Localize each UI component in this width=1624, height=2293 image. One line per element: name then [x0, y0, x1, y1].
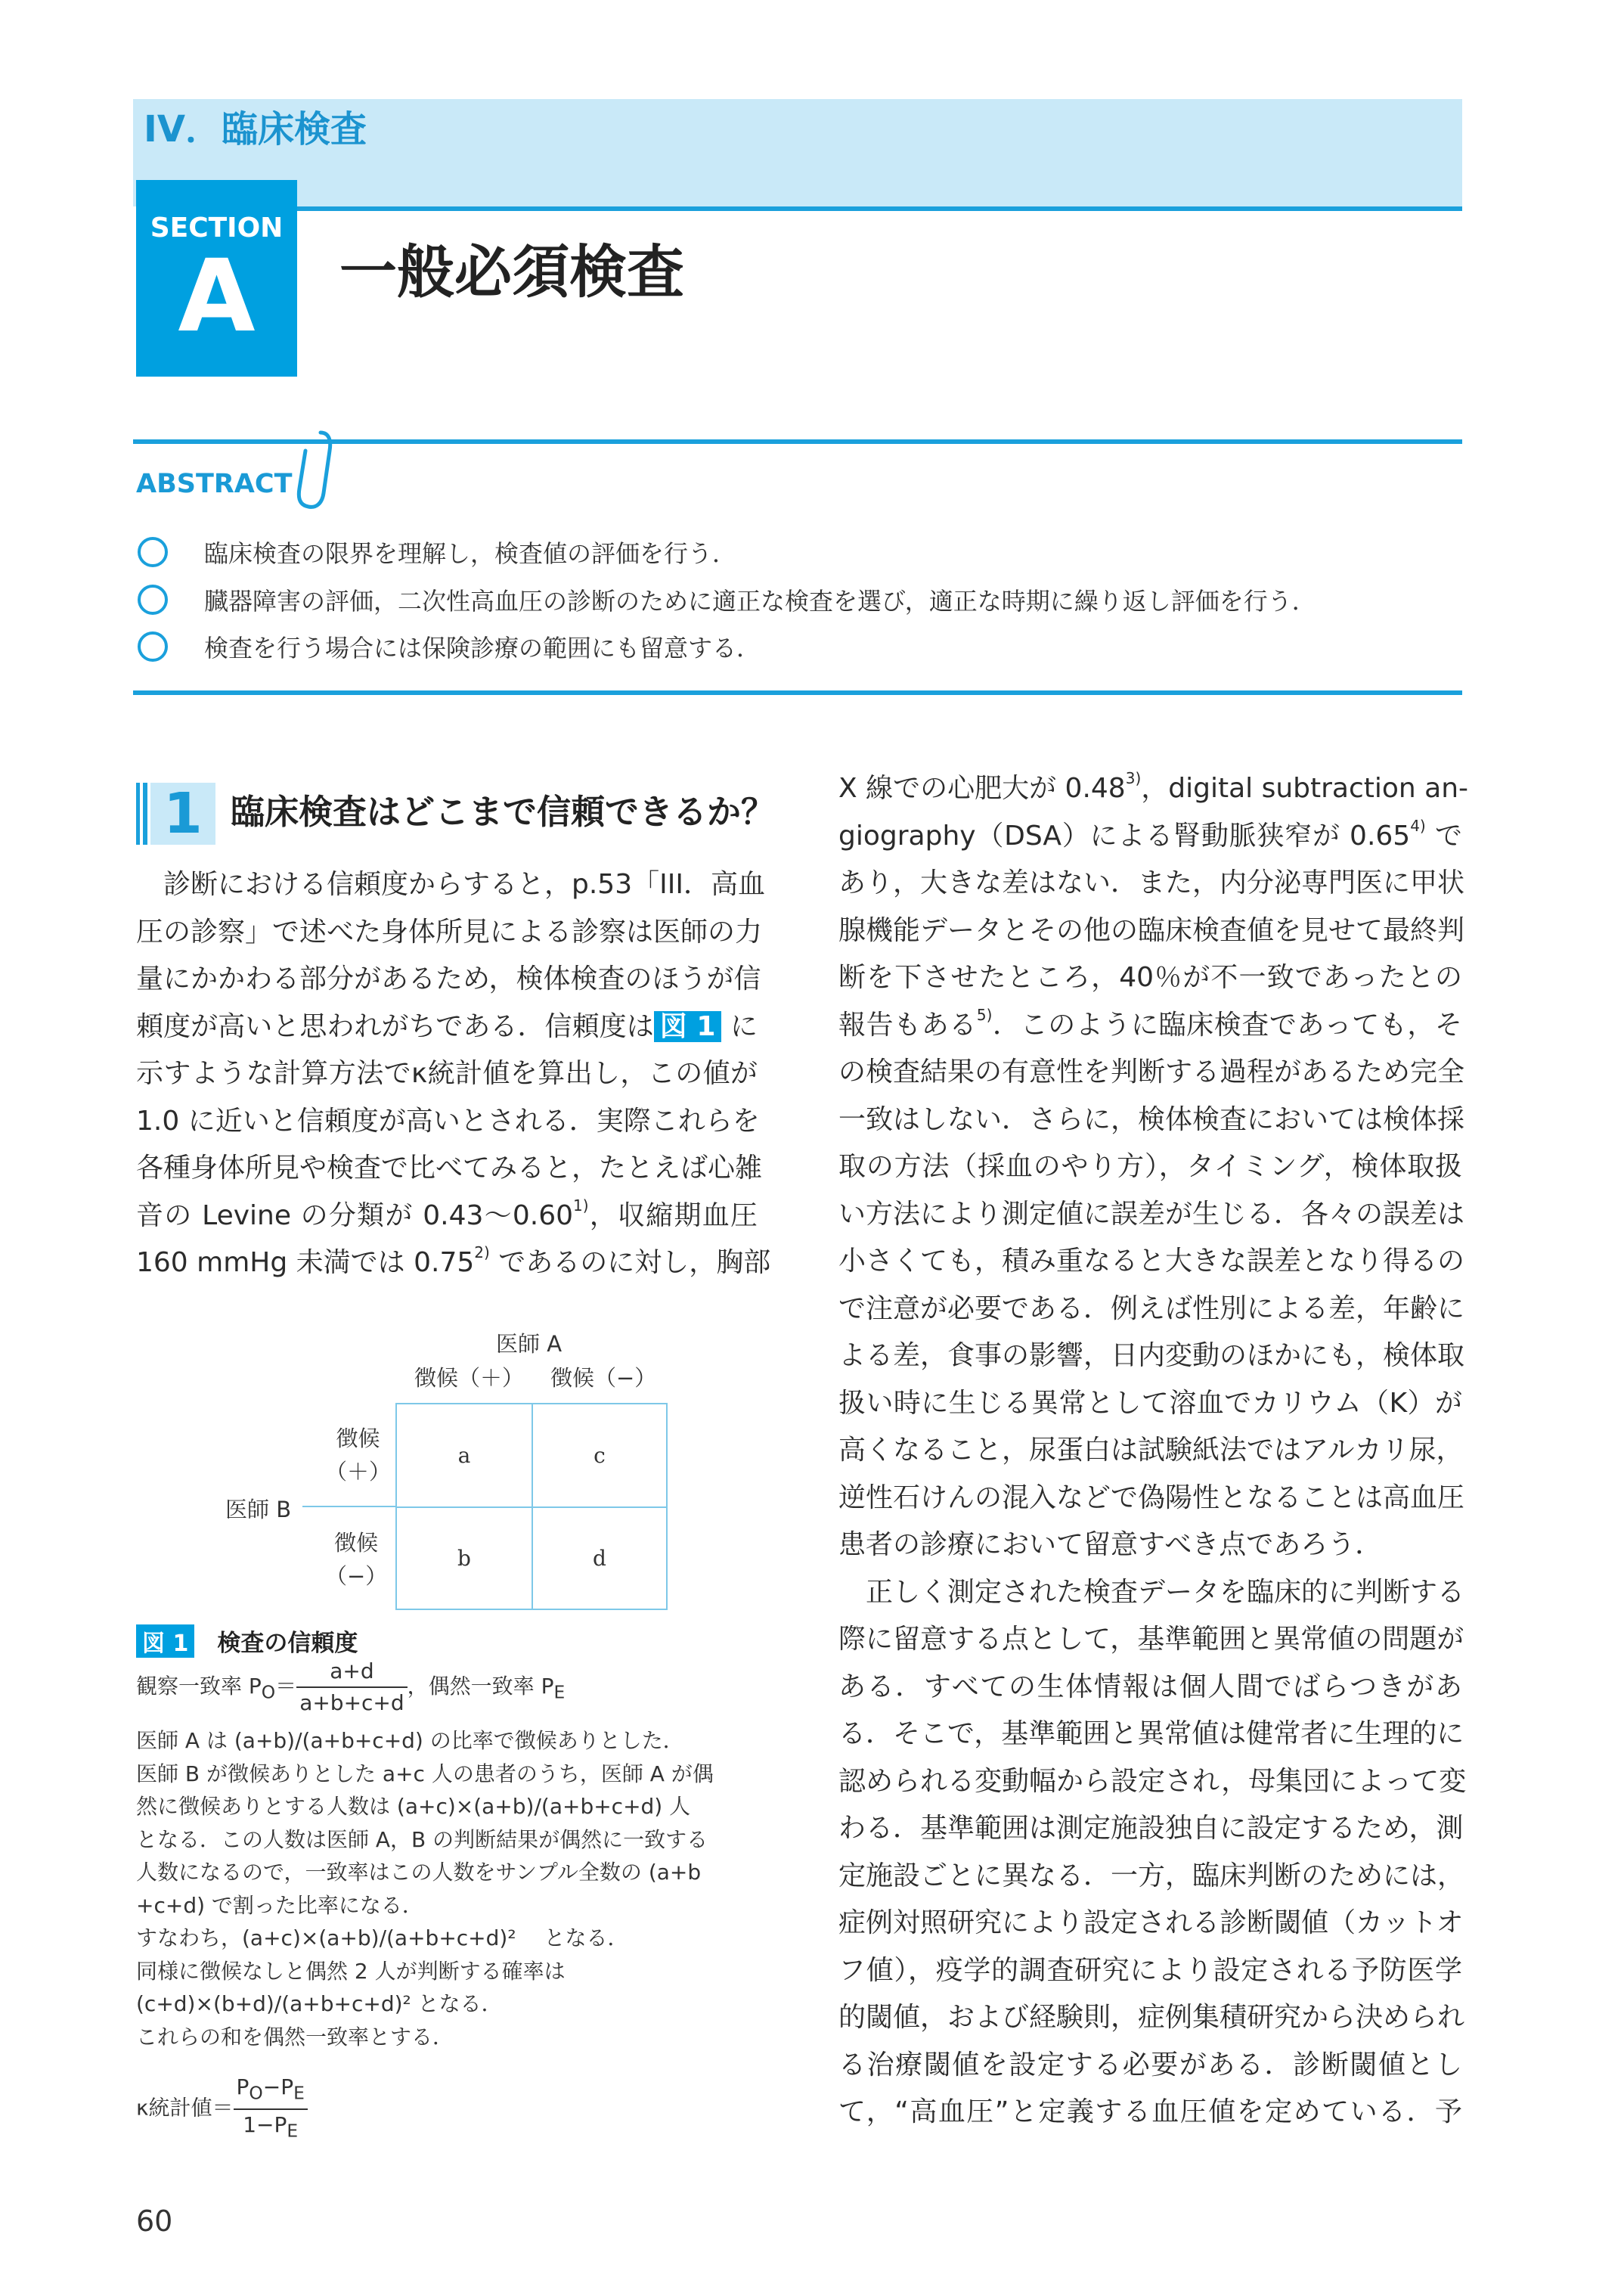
- text-segment: て，“高血圧”と定義する血圧値を定めている．予: [838, 2096, 1462, 2127]
- citation-superscript: 1): [573, 1196, 589, 1215]
- section-badge: [136, 180, 297, 377]
- text-segment: 扱い時に生じる異常として溶血でカリウム（K）が: [838, 1387, 1462, 1419]
- denominator: [234, 2110, 308, 2146]
- section-label: SECTION: [150, 213, 284, 244]
- table-cell: a: [395, 1403, 533, 1508]
- formula-text: −P: [262, 2074, 294, 2099]
- formula-sub: E: [287, 2120, 299, 2142]
- text-line: [838, 860, 1465, 908]
- text-line: [136, 1193, 758, 1240]
- text-segment: で注意が必要である．例えば性別による差，年齢に: [838, 1292, 1465, 1324]
- text-line: [838, 2042, 1462, 2090]
- text-segment: 小さくても，積み重なると大きな誤差となり得るの: [838, 1246, 1465, 1277]
- fraction: [234, 2072, 308, 2146]
- text-segment: 圧の診察」で述べた身体所見による診察は医師の力: [136, 916, 763, 948]
- text-segment: ，収縮期血圧: [588, 1199, 758, 1231]
- text-segment: ．このように臨床検査であっても，そ: [992, 1009, 1462, 1041]
- text-segment: の検査結果の有意性を判断する過程があるため完全: [838, 1057, 1465, 1088]
- text-segment: X 線での心肥大が 0.48: [838, 773, 1126, 804]
- text-segment: ，digital subtraction an-: [1141, 773, 1469, 804]
- text-segment: 1.0 に近いと信頼度が高いとされる．実際これらを: [136, 1105, 760, 1137]
- text-line: [838, 1711, 1462, 1758]
- text-line: [838, 1994, 1465, 2042]
- formula-sub: O: [249, 2082, 263, 2104]
- figure-note-line: (c+d)×(b+d)/(a+b+c+d)² となる．: [136, 1991, 503, 2016]
- figure-caption: [136, 1624, 358, 1658]
- text-segment: 診断における信頼度からすると，p.53「III．高血: [136, 869, 765, 900]
- text-line: [838, 1191, 1465, 1239]
- text-line: [838, 813, 1462, 861]
- text-segment: 頼度が高いと思われがちである．信頼度は: [136, 1010, 654, 1042]
- text-line: [838, 1475, 1465, 1522]
- table-cell: c: [532, 1403, 668, 1508]
- row-header-line: 徴候: [334, 1530, 379, 1556]
- formula-text: 1−P: [243, 2111, 287, 2137]
- text-line: [838, 1900, 1462, 1947]
- text-line: [838, 954, 1462, 1002]
- figure-note-line: 然に徴候ありとする人数は (a+c)×(a+b)/(a+b+c+d) 人: [136, 1794, 691, 1819]
- figure-ref: 図 1: [136, 1624, 194, 1658]
- text-segment: 報告もある: [838, 1009, 977, 1041]
- figure-note-line: となる．この人数は医師 A，B の判断結果が偶然に一致する: [136, 1826, 708, 1852]
- denominator: a+b+c+d: [299, 1690, 404, 1715]
- text-segment: フ値），疫学的調査研究により設定される予防医学: [838, 1954, 1462, 1986]
- figure-note-line: 人数になるので，一致率はこの人数をサンプル全数の (a+b: [136, 1860, 702, 1885]
- text-segment: 示すような計算方法でκ統計値を算出し，この値が: [136, 1058, 758, 1089]
- text-segment: い方法により測定値に誤差が生じる．各々の誤差は: [838, 1198, 1465, 1230]
- text-segment: で: [1425, 820, 1462, 852]
- text-segment: giography（DSA）による腎動脈狭窄が 0.65: [838, 820, 1411, 852]
- row-header-line: （＋）: [325, 1459, 392, 1485]
- figure-note-line: すなわち，(a+c)×(a+b)/(a+b+c+d)² となる．: [136, 1925, 629, 1950]
- text-segment: 160 mmHg 未満では 0.75: [136, 1247, 475, 1278]
- circle-bullet-icon: [138, 631, 168, 662]
- numerator: a+d: [296, 1656, 407, 1688]
- text-line: [838, 1143, 1462, 1191]
- numerator: [234, 2072, 308, 2110]
- text-segment: わる．基準範囲は測定施設独自に設定するため，測: [838, 1813, 1464, 1844]
- text-line: [838, 2089, 1462, 2136]
- text-line: [838, 1097, 1465, 1144]
- table-cell: b: [395, 1506, 533, 1610]
- text-segment: 取の方法（採血のやり方），タイミング，検体取扱: [838, 1151, 1462, 1182]
- text-segment: る治療閾値を設定する必要がある．診断閾値とし: [838, 2049, 1462, 2080]
- abstract-item: 検査を行う場合には保険診療の範囲にも留意する．: [136, 628, 761, 666]
- heading-bar: [143, 783, 147, 845]
- text-segment: に: [721, 1010, 758, 1042]
- row-header: [325, 1526, 387, 1593]
- text-line: [136, 1098, 758, 1146]
- col-group-label: 医師 A: [496, 1331, 563, 1357]
- text-segment: 高くなること，尿蛋白は試験紙法ではアルカリ尿，: [838, 1435, 1464, 1466]
- formula-sub: O: [261, 1681, 276, 1703]
- divider: [296, 206, 1462, 211]
- row-header-line: （−）: [325, 1563, 388, 1589]
- section-heading: 臨床検査はどこまで信頼できるか？: [231, 792, 776, 832]
- formula-text: κ統計値＝: [136, 2095, 234, 2121]
- row-header: [325, 1422, 391, 1488]
- text-line: [838, 1569, 1465, 1617]
- text-segment: 患者の診療において留意すべき点であろう．: [838, 1529, 1383, 1560]
- col-header: 徴候（＋）: [414, 1365, 525, 1391]
- text-segment: 一致はしない．さらに，検体検査においては検体採: [838, 1103, 1465, 1135]
- page-title: 一般必須検査: [339, 238, 684, 306]
- figure-note-line: 同様に徴候なしと偶然 2 人が判断する確率は: [136, 1958, 566, 1984]
- text-line: [838, 1947, 1462, 1995]
- text-segment: 正しく測定された検査データを臨床的に判断する: [838, 1576, 1465, 1608]
- figure-note-line: +c+d) で割った比率になる．: [136, 1892, 423, 1918]
- text-line: [838, 1427, 1462, 1475]
- figure-ref-link: 図 1: [654, 1011, 722, 1042]
- text-line: [838, 765, 1469, 813]
- formula-sub: E: [553, 1681, 566, 1703]
- text-segment: 量にかかわる部分があるため，検体検査のほうが信: [136, 963, 761, 994]
- row-header-line: 徴候: [336, 1426, 380, 1451]
- text-line: [838, 908, 1465, 955]
- row-group-line: [302, 1506, 396, 1507]
- text-segment: 定施設ごとに異なる．一方，臨床判断のためには，: [838, 1860, 1465, 1891]
- text-line: [838, 1758, 1467, 1806]
- text-line: [136, 1145, 763, 1193]
- text-segment: ある．すべての生体情報は個人間でばらつきがあ: [838, 1671, 1462, 1702]
- page-number: 60: [136, 2205, 173, 2238]
- text-segment: 逆性石けんの混入などで偽陽性となることは高血圧: [838, 1482, 1465, 1513]
- text-line: [136, 956, 761, 1004]
- text-line: [136, 1240, 771, 1287]
- text-segment: であるのに対し，胸部: [489, 1247, 771, 1278]
- text-line: [838, 1238, 1465, 1286]
- citation-superscript: 5): [976, 1005, 993, 1024]
- caption-text: 検査の信頼度: [217, 1630, 358, 1657]
- figure-note-line: 医師 B が徴候ありとした a+c 人の患者のうち，医師 A が偶: [136, 1761, 714, 1786]
- citation-superscript: 3): [1125, 769, 1142, 787]
- text-segment: 際に留意する点として，基準範囲と異常値の問題が: [838, 1624, 1464, 1655]
- text-line: [838, 1805, 1462, 1853]
- formula-text: P: [236, 2074, 249, 2099]
- paperclip-icon: [290, 428, 336, 513]
- circle-bullet-icon: [138, 585, 168, 615]
- text-line: [838, 1853, 1465, 1900]
- text-line: [136, 1050, 758, 1098]
- text-line: [838, 1002, 1462, 1050]
- text-line: [838, 1333, 1465, 1380]
- text-line: [838, 1049, 1465, 1097]
- fraction: [296, 1656, 407, 1718]
- figure-note-line: これらの和を偶然一致率とする．: [136, 2024, 454, 2049]
- text-line: [838, 1286, 1465, 1333]
- formula-text: 観察一致率 P: [136, 1674, 262, 1699]
- section-number: 1: [150, 783, 215, 845]
- abstract-label: ABSTRACT: [136, 469, 293, 499]
- po-formula: 観察一致率 $P_O=$ $\frac{a+d}{a+b+c+d}$ ，偶然一致率 $P_E$: [136, 1656, 565, 1718]
- circle-bullet-icon: [138, 537, 168, 567]
- citation-superscript: 2): [474, 1243, 490, 1261]
- text-line: [838, 1380, 1462, 1428]
- text-line: [136, 909, 763, 957]
- text-line: [136, 1004, 758, 1051]
- text-segment: 的閾値，および経験則，症例集積研究から決められ: [838, 2002, 1465, 2033]
- citation-superscript: 4): [1410, 816, 1426, 835]
- text-segment: る．そこで，基準範囲と異常値は健常者に生理的に: [838, 1718, 1464, 1749]
- text-line: [136, 861, 765, 909]
- row-group-label: 医師 B: [225, 1497, 292, 1522]
- text-line: [838, 1616, 1462, 1664]
- chapter-title: IV．臨床検査: [144, 108, 367, 150]
- text-segment: 認められる変動幅から設定され，母集団によって変: [838, 1765, 1467, 1797]
- text-segment: よる差，食事の影響，日内変動のほかにも，検体取: [838, 1340, 1465, 1371]
- figure-note-line: 医師 A は (a+b)/(a+b+c+d) の比率で徴候ありとした．: [136, 1728, 684, 1753]
- kappa-formula: [136, 2072, 308, 2146]
- text-segment: 腺機能データとその他の臨床検査値を見せて最終判: [838, 914, 1465, 946]
- abstract-item: 臓器障害の評価，二次性高血圧の診断のために適正な検査を選び，適正な時期に繰り返し評価を行う．: [136, 581, 1316, 619]
- text-segment: 症例対照研究により設定される診断閾値（カットオ: [838, 1907, 1464, 1938]
- table-cell: d: [532, 1506, 668, 1610]
- section-letter: A: [178, 238, 256, 355]
- text-segment: 断を下させたところ，40％が不一致であったとの: [838, 962, 1462, 993]
- formula-text: ，偶然一致率 P: [407, 1674, 554, 1699]
- abstract-item: 臨床検査の限界を理解し，検査値の評価を行う．: [136, 533, 736, 571]
- text-segment: 各種身体所見や検査で比べてみると，たとえば心雑: [136, 1153, 763, 1184]
- text-line: [838, 1664, 1462, 1711]
- text-line: [838, 1522, 1462, 1569]
- col-header: 徴候（−）: [550, 1365, 657, 1391]
- formula-sub: E: [293, 2082, 305, 2104]
- divider: [133, 690, 1462, 695]
- text-segment: 音の Levine の分類が 0.43〜0.60: [136, 1199, 574, 1231]
- heading-bar: [136, 783, 140, 845]
- text-segment: あり，大きな差はない．また，内分泌専門医に甲状: [838, 867, 1465, 898]
